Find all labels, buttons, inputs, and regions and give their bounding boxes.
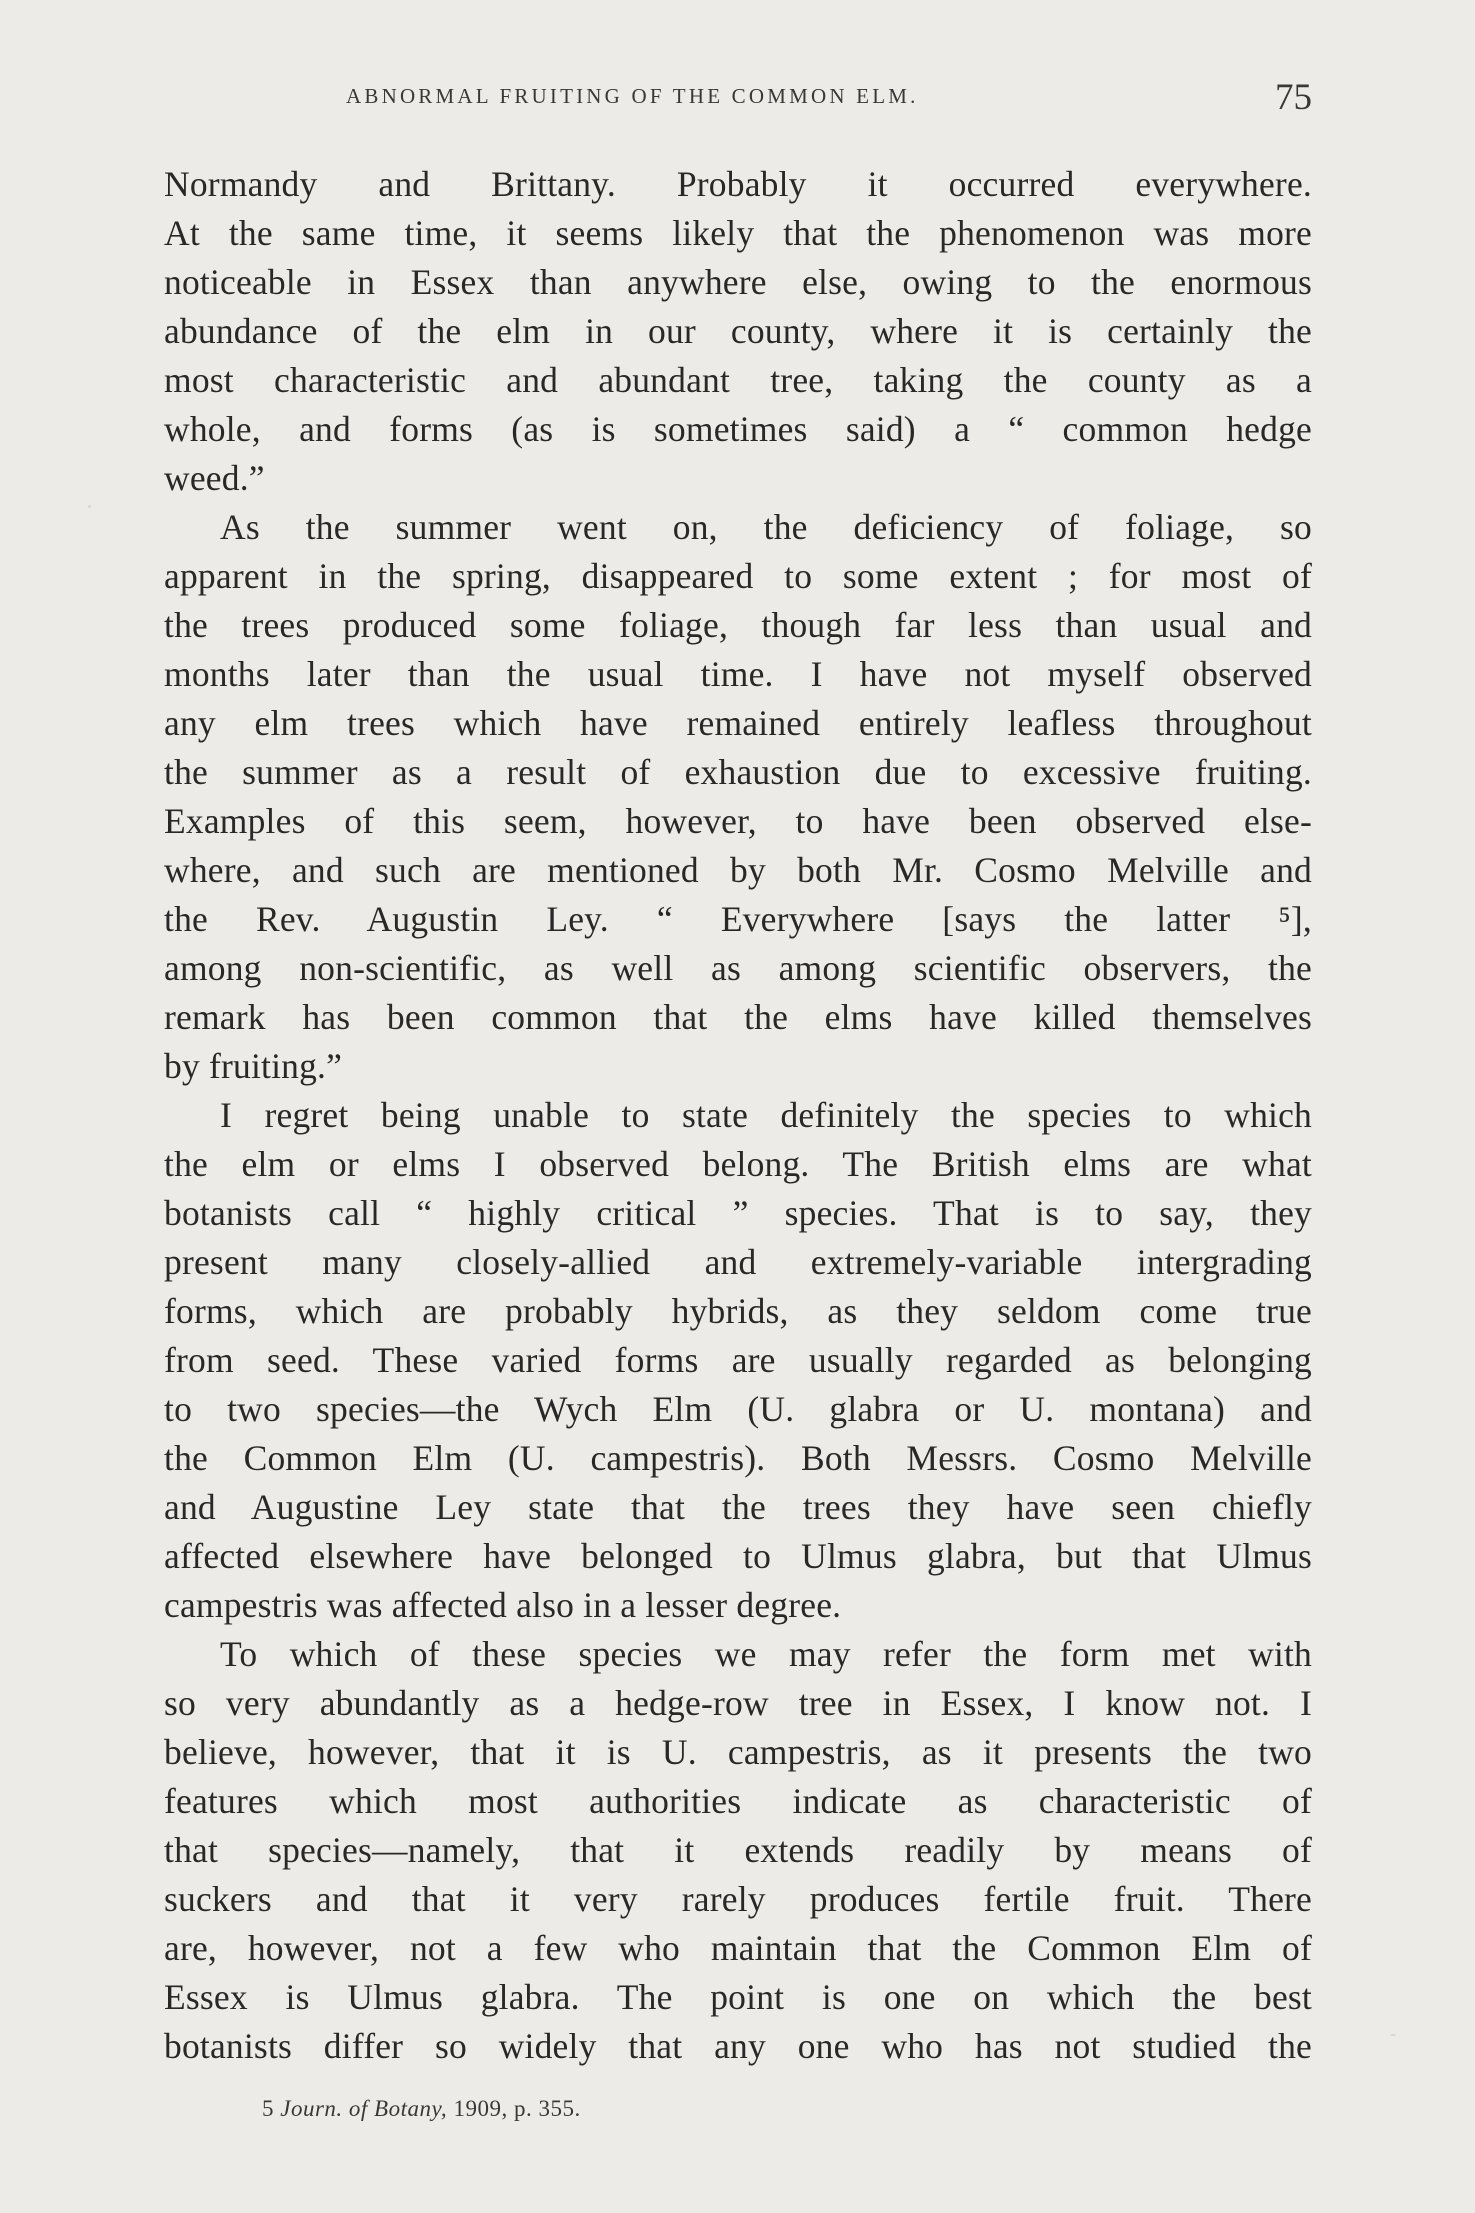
- text-line: the elm or elms I observed belong. The British elms are what: [164, 1144, 1312, 1184]
- text-line: the trees produced some foliage, though far less than usual and: [164, 605, 1312, 645]
- footnote: [262, 2096, 581, 2122]
- footnote-source: Journ. of Botany,: [280, 2096, 448, 2121]
- text-line: the Common Elm (U. campestris). Both Messrs. Cosmo Melville: [164, 1438, 1312, 1478]
- text-line: the Rev. Augustin Ley. “ Everywhere [says the latter ⁵],: [164, 899, 1312, 939]
- footnote-details: 1909, p. 355.: [453, 2096, 581, 2121]
- text-line: Examples of this seem, however, to have been observed else-: [164, 801, 1312, 841]
- running-title: ABNORMAL FRUITING OF THE COMMON ELM.: [346, 84, 919, 108]
- text-line: botanists call “ highly critical ” species. That is to say, they: [164, 1193, 1312, 1233]
- paper-speck: [1390, 2034, 1396, 2036]
- text-line: are, however, not a few who maintain that the Common Elm of: [164, 1928, 1312, 1968]
- body-text: [164, 160, 1312, 2071]
- text-line: whole, and forms (as is sometimes said) a “ common hedge: [164, 409, 1312, 449]
- text-line: and Augustine Ley state that the trees they have seen chiefly: [164, 1487, 1312, 1527]
- text-line: noticeable in Essex than anywhere else, owing to the enormous: [164, 262, 1312, 302]
- text-line: among non-scientific, as well as among scientific observers, the: [164, 948, 1312, 988]
- text-line: I regret being unable to state definitely the species to which: [220, 1095, 1312, 1135]
- paper-speck: [88, 505, 91, 508]
- text-line: any elm trees which have remained entirely leafless throughout: [164, 703, 1312, 743]
- text-line: Normandy and Brittany. Probably it occurred everywhere.: [164, 164, 1312, 204]
- text-line: where, and such are mentioned by both Mr. Cosmo Melville and: [164, 850, 1312, 890]
- text-line: that species—namely, that it extends readily by means of: [164, 1830, 1312, 1870]
- text-line: As the summer went on, the deficiency of foliage, so: [220, 507, 1312, 547]
- text-line: campestris was affected also in a lesser degree.: [164, 1585, 842, 1625]
- text-line: weed.”: [164, 458, 265, 498]
- text-line: forms, which are probably hybrids, as they seldom come true: [164, 1291, 1312, 1331]
- text-line: so very abundantly as a hedge-row tree in Essex, I know not. I: [164, 1683, 1312, 1723]
- text-line: present many closely-allied and extremely-variable intergrading: [164, 1242, 1312, 1282]
- footnote-number: 5: [262, 2096, 274, 2121]
- text-line: To which of these species we may refer the form met with: [220, 1634, 1312, 1674]
- text-line: botanists differ so widely that any one who has not studied the: [164, 2026, 1312, 2066]
- text-line: abundance of the elm in our county, where it is certainly the: [164, 311, 1312, 351]
- text-line: apparent in the spring, disappeared to some extent ; for most of: [164, 556, 1312, 596]
- page-number: 75: [1275, 77, 1312, 118]
- text-line: by fruiting.”: [164, 1046, 343, 1086]
- text-line: suckers and that it very rarely produces fertile fruit. There: [164, 1879, 1312, 1919]
- text-line: Essex is Ulmus glabra. The point is one on which the best: [164, 1977, 1312, 2017]
- text-line: the summer as a result of exhaustion due to excessive fruiting.: [164, 752, 1312, 792]
- text-line: most characteristic and abundant tree, taking the county as a: [164, 360, 1312, 400]
- text-line: believe, however, that it is U. campestris, as it presents the two: [164, 1732, 1312, 1772]
- text-line: features which most authorities indicate as characteristic of: [164, 1781, 1312, 1821]
- text-line: to two species—the Wych Elm (U. glabra or U. montana) and: [164, 1389, 1312, 1429]
- text-line: from seed. These varied forms are usually regarded as belonging: [164, 1340, 1312, 1380]
- text-line: At the same time, it seems likely that the phenomenon was more: [164, 213, 1312, 253]
- text-line: remark has been common that the elms have killed themselves: [164, 997, 1312, 1037]
- text-line: months later than the usual time. I have not myself observed: [164, 654, 1312, 694]
- text-line: affected elsewhere have belonged to Ulmus glabra, but that Ulmus: [164, 1536, 1312, 1576]
- running-head: [164, 77, 1312, 122]
